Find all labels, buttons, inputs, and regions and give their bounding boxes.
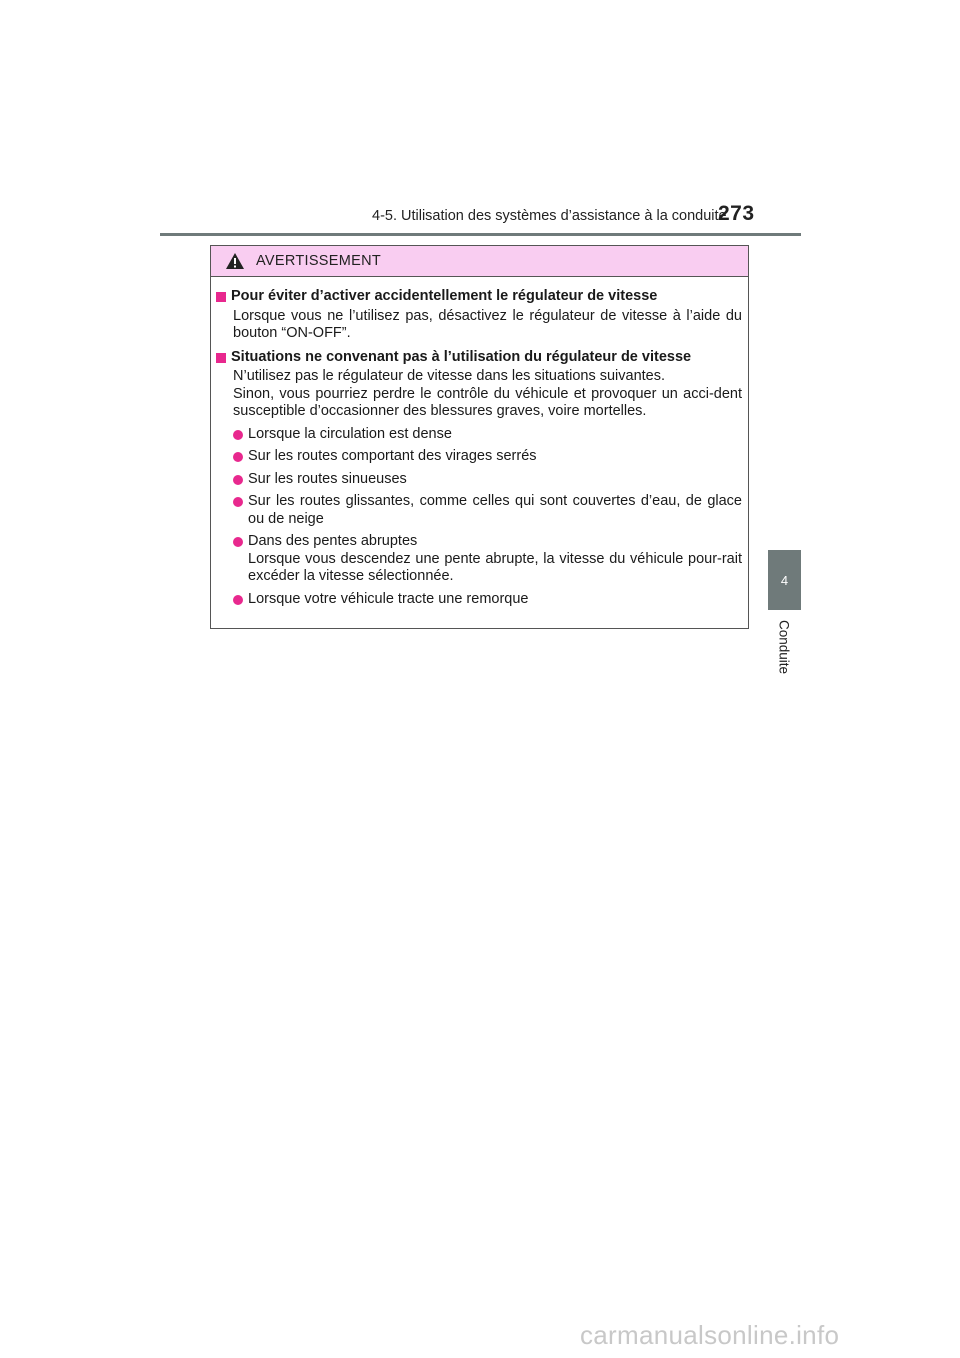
chapter-label: Conduite	[776, 619, 792, 675]
bullet-dot-icon	[233, 595, 243, 605]
list-item: Dans des pentes abruptes Lorsque vous descendez une pente abrupte, la vitesse du véhicule pour-rait excéder la vitesse sélectionnée.	[216, 533, 742, 586]
list-item: Sur les routes comportant des virages serrés	[216, 448, 742, 466]
paragraph: N’utilisez pas le régulateur de vitesse dans les situations suivantes.	[233, 368, 666, 384]
list-item: Sur les routes sinueuses	[216, 471, 742, 489]
paragraph: Sinon, vous pourriez perdre le contrôle du véhicule et provoquer un acci-dent susceptible d’occasionner des blessures graves, voire mortelles.	[233, 385, 742, 419]
paragraph: Lorsque vous ne l’utilisez pas, désactivez le régulateur de vitesse à l’aide du bouton “ON-OFF”.	[233, 307, 742, 341]
watermark: carmanualsonline.info	[580, 1320, 840, 1350]
square-bullet-icon	[216, 353, 226, 363]
chapter-tab[interactable]	[768, 550, 801, 610]
bullet-dot-icon	[233, 497, 243, 507]
section-heading: Situations ne convenant pas à l’utilisation du régulateur de vitesse	[216, 349, 742, 367]
header-divider	[160, 233, 801, 236]
bullet-dot-icon	[233, 452, 243, 462]
warning-body	[211, 277, 748, 608]
list-item-detail: Lorsque vous descendez une pente abrupte, la vitesse du véhicule pour-rait excéder la vitesse sélectionnée.	[248, 550, 742, 584]
section-title: 4-5. Utilisation des systèmes d’assistance à la conduite	[372, 208, 727, 224]
warning-header	[211, 246, 748, 277]
list-item: Lorsque la circulation est dense	[216, 426, 742, 444]
warning-title: AVERTISSEMENT	[256, 253, 382, 269]
square-bullet-icon	[216, 292, 226, 302]
bullet-dot-icon	[233, 537, 243, 547]
page-number: 273	[718, 202, 755, 225]
chapter-number: 4	[780, 572, 789, 588]
section-heading: Pour éviter d’activer accidentellement le régulateur de vitesse	[216, 288, 742, 306]
list-item: Sur les routes glissantes, comme celles qui sont couvertes d’eau, de glace ou de neige	[216, 493, 742, 528]
warning-triangle-icon	[225, 252, 245, 270]
warning-box	[210, 245, 749, 629]
bullet-dot-icon	[233, 475, 243, 485]
bullet-dot-icon	[233, 430, 243, 440]
list-item: Lorsque votre véhicule tracte une remorque	[216, 591, 742, 609]
